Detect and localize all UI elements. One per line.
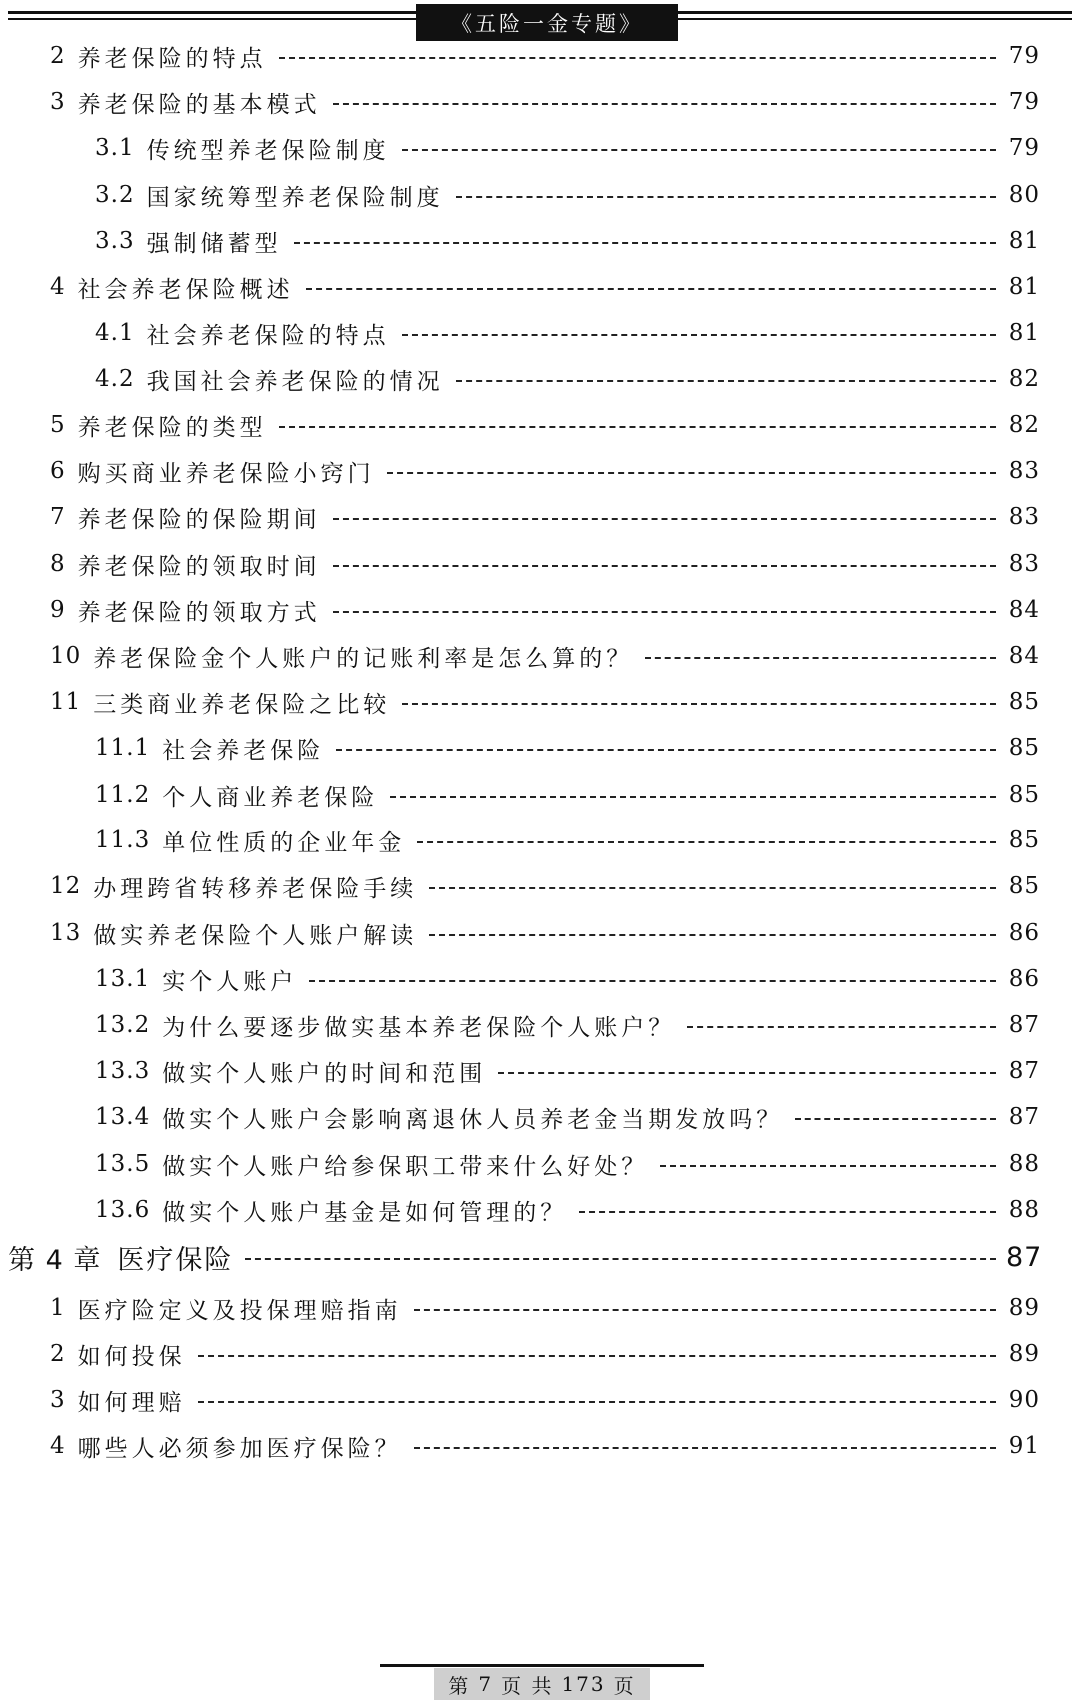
toc-page-number: 81 [1008, 274, 1040, 300]
toc-page-number: 85 [1008, 782, 1040, 808]
toc-dot-leader [414, 1447, 996, 1449]
toc-entry-title: 办理跨省转移养老保险手续 [93, 875, 418, 902]
toc-page-number: 82 [1008, 366, 1040, 392]
toc-page-number: 83 [1008, 551, 1040, 577]
toc-dot-leader [245, 1258, 996, 1260]
toc-entry-title: 强制储蓄型 [146, 230, 282, 257]
toc-entry[interactable] [95, 1005, 1040, 1045]
toc-entry-number: 2 [50, 43, 66, 69]
toc-entry-number: 3 [50, 89, 66, 115]
toc-entry[interactable] [95, 959, 1040, 999]
toc-entry-title: 个人商业养老保险 [162, 784, 379, 811]
toc-page-number: 87 [1008, 1012, 1040, 1038]
toc-chapter-entry[interactable] [8, 1237, 1043, 1277]
toc-page-number: 90 [1008, 1387, 1040, 1413]
header-title: 《五险一金专题》 [416, 4, 678, 41]
toc-page-number: 89 [1008, 1295, 1040, 1321]
toc-entry-title: 如何投保 [77, 1343, 186, 1370]
toc-page-number: 84 [1008, 597, 1040, 623]
toc-entry-title: 实个人账户 [162, 968, 298, 995]
toc-entry[interactable] [95, 728, 1040, 768]
toc-entry-number: 3.3 [95, 228, 135, 254]
toc-dot-leader [333, 565, 996, 567]
toc-entry[interactable] [95, 1051, 1040, 1091]
toc-dot-leader [279, 426, 996, 428]
toc-entry-title: 养老保险的领取时间 [77, 553, 321, 580]
toc-dot-leader [414, 1309, 996, 1311]
toc-dot-leader [795, 1118, 996, 1120]
toc-page-number: 81 [1008, 228, 1040, 254]
toc-entry[interactable] [95, 128, 1040, 168]
toc-entry[interactable] [50, 1334, 1040, 1374]
toc-dot-leader [306, 288, 996, 290]
toc-entry-number: 3.2 [95, 182, 135, 208]
toc-entry[interactable] [50, 82, 1040, 122]
toc-entry-title: 三类商业养老保险之比较 [93, 691, 391, 718]
toc-entry-number: 13.3 [95, 1058, 151, 1084]
toc-dot-leader [456, 380, 996, 382]
toc-entry-number: 11.1 [95, 735, 151, 761]
toc-entry[interactable] [95, 1097, 1040, 1137]
toc-entry-title: 养老保险的基本模式 [77, 91, 321, 118]
toc-entry-title: 单位性质的企业年金 [162, 829, 406, 856]
toc-dot-leader [579, 1211, 996, 1213]
toc-entry-number: 10 [50, 643, 82, 669]
toc-entry-title: 我国社会养老保险的情况 [146, 368, 444, 395]
toc-entry-title: 养老保险金个人账户的记账利率是怎么算的？ [93, 645, 634, 672]
toc-entry[interactable] [95, 1144, 1040, 1184]
toc-entry-title: 国家统筹型养老保险制度 [146, 184, 444, 211]
toc-page-number: 85 [1008, 827, 1040, 853]
toc-entry-number: 13.6 [95, 1197, 151, 1223]
toc-dot-leader [417, 841, 996, 843]
toc-entry-title: 做实个人账户会影响离退休人员养老金当期发放吗？ [162, 1106, 784, 1133]
toc-dot-leader [390, 796, 996, 798]
toc-page-number: 83 [1008, 504, 1040, 530]
footer-page: 7 [478, 1672, 494, 1696]
toc-entry[interactable] [50, 451, 1040, 491]
toc-page-number: 86 [1008, 966, 1040, 992]
toc-entry-number: 1 [50, 1295, 66, 1321]
toc-dot-leader [279, 57, 996, 59]
toc-page-number: 85 [1008, 689, 1040, 715]
toc-dot-leader [294, 242, 996, 244]
toc-entry-title: 医疗保险 [117, 1244, 234, 1276]
toc-dot-leader [429, 887, 996, 889]
toc-dot-leader [333, 103, 996, 105]
toc-entry[interactable] [50, 544, 1040, 584]
toc-entry-number: 13.4 [95, 1104, 151, 1130]
toc-entry-title: 社会养老保险概述 [77, 276, 294, 303]
toc-page-number: 88 [1008, 1197, 1040, 1223]
toc-entry-title: 社会养老保险 [162, 737, 325, 764]
toc-entry-number: 7 [50, 504, 66, 530]
toc-dot-leader [456, 196, 996, 198]
toc-entry-title: 如何理赔 [77, 1389, 186, 1416]
toc-entry[interactable] [50, 1288, 1040, 1328]
toc-entry-number: 2 [50, 1341, 66, 1367]
toc-dot-leader [333, 518, 996, 520]
toc-page-number: 87 [1008, 1104, 1040, 1130]
toc-entry-title: 做实个人账户基金是如何管理的？ [162, 1199, 568, 1226]
toc-page-number: 88 [1008, 1151, 1040, 1177]
toc-dot-leader [333, 611, 996, 613]
toc-entry[interactable] [50, 36, 1040, 76]
toc-entry-title: 哪些人必须参加医疗保险？ [77, 1435, 402, 1462]
page-number-footer [434, 1668, 650, 1700]
toc-dot-leader [429, 934, 996, 936]
toc-dot-leader [402, 703, 996, 705]
toc-dot-leader [498, 1072, 996, 1074]
toc-entry-number: 11.3 [95, 827, 151, 853]
toc-entry-number: 第 4 章 [8, 1244, 102, 1276]
toc-dot-leader [687, 1026, 996, 1028]
toc-page-number: 85 [1008, 873, 1040, 899]
toc-entry-title: 养老保险的类型 [77, 414, 267, 441]
toc-entry-number: 13.1 [95, 966, 151, 992]
toc-entry[interactable] [50, 636, 1040, 676]
toc-entry[interactable] [50, 405, 1040, 445]
toc-entry-title: 社会养老保险的特点 [146, 322, 390, 349]
toc-entry-number: 4 [50, 1433, 66, 1459]
toc-entry-title: 养老保险的领取方式 [77, 599, 321, 626]
toc-entry-number: 11.2 [95, 782, 151, 808]
toc-entry[interactable] [50, 497, 1040, 537]
toc-entry-number: 6 [50, 458, 66, 484]
toc-dot-leader [402, 334, 996, 336]
footer-suffix: 页 [613, 1673, 636, 1698]
toc-entry-title: 做实个人账户的时间和范围 [162, 1060, 487, 1087]
toc-entry[interactable] [50, 682, 1040, 722]
footer-prefix: 第 [448, 1673, 471, 1698]
toc-entry[interactable] [95, 221, 1040, 261]
toc-entry[interactable] [95, 1190, 1040, 1230]
toc-entry[interactable] [95, 775, 1040, 815]
toc-entry-number: 13.2 [95, 1012, 151, 1038]
toc-entry-number: 4.1 [95, 320, 135, 346]
toc-entry-number: 5 [50, 412, 66, 438]
toc-entry-number: 9 [50, 597, 66, 623]
toc-dot-leader [645, 657, 996, 659]
toc-entry[interactable] [95, 175, 1040, 215]
toc-page-number: 83 [1008, 458, 1040, 484]
toc-entry-title: 传统型养老保险制度 [146, 137, 390, 164]
toc-page-number: 87 [1008, 1058, 1040, 1084]
footer-total: 173 [561, 1672, 606, 1696]
toc-entry-number: 4 [50, 274, 66, 300]
toc-entry[interactable] [50, 267, 1040, 307]
toc-entry[interactable] [95, 313, 1040, 353]
toc-entry-number: 13.5 [95, 1151, 151, 1177]
toc-entry-number: 13 [50, 920, 82, 946]
toc-entry-number: 11 [50, 689, 82, 715]
toc-dot-leader [336, 749, 996, 751]
toc-entry[interactable] [50, 866, 1040, 906]
toc-page-number: 84 [1008, 643, 1040, 669]
toc-dot-leader [198, 1401, 996, 1403]
toc-page-number: 79 [1008, 135, 1040, 161]
toc-page-number: 81 [1008, 320, 1040, 346]
toc-page-number: 86 [1008, 920, 1040, 946]
toc-page-number: 87 [1006, 1241, 1043, 1273]
toc-entry[interactable] [50, 1380, 1040, 1420]
toc-page-number: 85 [1008, 735, 1040, 761]
toc-entry-title: 做实养老保险个人账户解读 [93, 922, 418, 949]
toc-dot-leader [309, 980, 996, 982]
toc-page-number: 79 [1008, 43, 1040, 69]
footer-middle: 页 共 [501, 1673, 554, 1698]
toc-entry-title: 医疗险定义及投保理赔指南 [77, 1297, 402, 1324]
toc-page-number: 80 [1008, 182, 1040, 208]
toc-entry[interactable] [95, 359, 1040, 399]
toc-entry-title: 养老保险的特点 [77, 45, 267, 72]
toc-dot-leader [660, 1165, 996, 1167]
toc-entry-number: 4.2 [95, 366, 135, 392]
toc-entry-number: 8 [50, 551, 66, 577]
toc-entry-number: 12 [50, 873, 82, 899]
toc-dot-leader [402, 149, 996, 151]
toc-dot-leader [198, 1355, 996, 1357]
toc-entry[interactable] [50, 590, 1040, 630]
toc-entry-title: 养老保险的保险期间 [77, 506, 321, 533]
toc-dot-leader [387, 472, 996, 474]
toc-page-number: 82 [1008, 412, 1040, 438]
toc-entry[interactable] [50, 913, 1040, 953]
toc-entry[interactable] [50, 1426, 1040, 1466]
toc-page-number: 79 [1008, 89, 1040, 115]
toc-entry-number: 3 [50, 1387, 66, 1413]
toc-entry-title: 做实个人账户给参保职工带来什么好处？ [162, 1153, 649, 1180]
footer-rule [380, 1664, 704, 1667]
toc-entry[interactable] [95, 820, 1040, 860]
toc-entry-title: 为什么要逐步做实基本养老保险个人账户？ [162, 1014, 676, 1041]
toc-page-number: 91 [1008, 1433, 1040, 1459]
toc-page-number: 89 [1008, 1341, 1040, 1367]
toc-entry-title: 购买商业养老保险小窍门 [77, 460, 375, 487]
toc-entry-number: 3.1 [95, 135, 135, 161]
